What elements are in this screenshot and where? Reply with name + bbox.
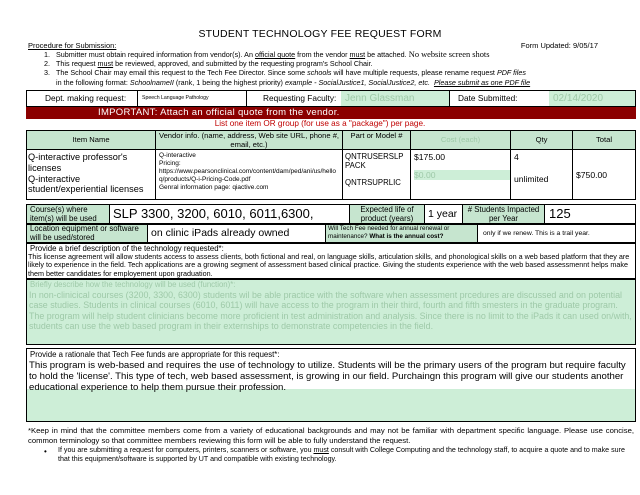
items-table xyxy=(26,130,636,200)
courses-field[interactable]: SLP 3300, 3200, 6010, 6011,6300, xyxy=(109,205,349,223)
form-title: STUDENT TECHNOLOGY FEE REQUEST FORM xyxy=(198,28,442,40)
faculty-label: Requesting Faculty: xyxy=(246,91,341,106)
header-qty: Qty xyxy=(510,131,572,149)
rationale-background xyxy=(27,389,635,421)
location-row xyxy=(26,224,636,243)
header-vendor-info: Vendor info. (name, address, Web site URL, phone #, email, etc.) xyxy=(155,131,342,149)
rationale-field[interactable]: This program is web-based and requires the use of technology to utilize. Students will be the primary users of the program but require faculty to hold the 'license'. This type of tech, web based assessment, is growing in our field. Purchaingn this program will give our students another educational experience to help them pursue their profession. xyxy=(29,360,626,393)
location-label: Location equipment or software will be used/stored xyxy=(27,225,147,242)
important-subtext: List one item OR group (for use as a "package") per page. xyxy=(214,119,426,128)
rationale-label: Provide a rationale that Tech Fee funds are appropriate for this request*: xyxy=(30,350,280,359)
instructions-list xyxy=(44,50,604,87)
dept-field[interactable]: Speech Language Pathology xyxy=(137,91,246,106)
procedure-label: Procedure for Submission: xyxy=(28,41,117,50)
description-field[interactable]: This license agreement will allow students access to assess clients, both fictional and real, on language skills, articulation skills, and phonological skills on a web based platform that they are likely to experience in the field. Tech applications are a growing segment of assessment based clinical practice. Giving the students experience with the web based assessmennt helps make them better candidates for employement upon graduation. xyxy=(28,253,630,278)
usage-label: Briefly describe how the technology will be used (function)*: xyxy=(30,280,236,289)
faculty-field[interactable]: Jenn Glassman xyxy=(341,91,449,106)
cost-1: $175.00 xyxy=(414,152,446,162)
renewal-field[interactable]: only if we renew. This is a trail year. xyxy=(477,225,635,242)
vendor-info-cell[interactable]: Q-interactive Pricing: https://www.pearsonclinical.com/content/dam/ped/ani/us/helloq/products/Q-i-Pricing-Code.pdf Genral information page: qiactive.com xyxy=(155,149,342,199)
students-label: # Students Impacted per Year xyxy=(462,205,544,223)
cost-2: $0.00 xyxy=(414,170,510,180)
bullet-icon: • xyxy=(44,447,47,456)
total-cell[interactable]: $750.00 xyxy=(572,149,635,199)
header-cost-each: Cost (each) xyxy=(410,131,510,149)
life-label: Expected life of product (years) xyxy=(349,205,424,223)
qty-2: unlimited xyxy=(514,174,549,184)
qty-1: 4 xyxy=(514,152,519,162)
usage-field[interactable]: In non-clinicical courses (3200, 3300, 6300) students wil be able practice with the software when assessment prcedures are discussed and on potential case studies. Students in clinical courses (6010, 6011) will have access to the program in their third, fourth and fifth smesters in the graduate program. The program will help student clinicians become more proficient in test administration and analysis. Since there is no limit to the iPads it can used on/with, students can use the web based program in their externships to demonstrate competencies in the field. xyxy=(29,290,632,332)
dept-label: Dept. making request: xyxy=(45,93,127,103)
usage-section xyxy=(26,279,636,345)
header-total: Total xyxy=(572,131,635,149)
date-label: Date Submitted: xyxy=(449,91,549,106)
request-info-row xyxy=(26,90,636,107)
date-field[interactable]: 02/14/2020 xyxy=(549,91,635,106)
instruction-1: 1. Submitter must obtain required information from vendor(s). An official quote from the vendor must be attached. No website screen shots xyxy=(44,50,490,59)
renewal-label: Will Tech Fee needed for annual renewal or maintenance? What is the annual cost? xyxy=(325,225,477,242)
rationale-section xyxy=(26,348,636,422)
part-cell[interactable] xyxy=(342,149,410,199)
location-field[interactable]: on clinic iPads already owned xyxy=(147,225,325,242)
description-section xyxy=(26,243,636,279)
part-1: QNTRUSERSLPPACK xyxy=(345,152,404,170)
description-label: Provide a brief description of the technology requested*: xyxy=(30,244,224,253)
life-field[interactable]: 1 year xyxy=(424,205,462,223)
footer-bullet: If you are submitting a request for computers, printers, scanners or software, you must consult with College Computing and the technology staff, to acquire a quote and to make sure that this equipment/software is supported by UT and compatible with existing technology. xyxy=(58,446,625,464)
part-2: QNTRSUPRLIC xyxy=(345,178,401,187)
header-part-model: Part or Model # xyxy=(342,131,410,149)
instruction-2: 2. This request must be reviewed, approved, and submitted by the requesting program's School Chair. xyxy=(44,59,373,69)
footer-note: *Keep in mind that the committee members come from a variety of educational backgrounds and may not be familiar with department specific language. Please use concise, common terminology so that committee members reviewing this form will be able to fully understand the request. xyxy=(28,426,634,445)
item-name-cell[interactable]: Q-interactive professor's licenses Q-interactive student/experiential licenses xyxy=(27,149,155,199)
form-updated: Form Updated: 9/05/17 xyxy=(520,41,598,50)
instruction-3: 3. The School Chair may email this request to the Tech Fee Director. Since some schools will have multiple requests, please rename request PDF files in the following format: SchoolnameII (rank, 1 being the highest priority) example - SocialJustice1, SocialJustice2, etc. Please submit as one PDF file xyxy=(44,68,531,87)
cost-cell[interactable] xyxy=(410,149,510,199)
students-field[interactable]: 125 xyxy=(544,205,635,223)
important-banner: IMPORTANT: Attach an official quote from the vendor. xyxy=(26,107,636,119)
header-item-name: Item Name xyxy=(27,131,155,149)
qty-cell[interactable] xyxy=(510,149,572,199)
courses-row xyxy=(26,204,636,224)
courses-label: Course(s) where item(s) will be used xyxy=(27,205,109,223)
